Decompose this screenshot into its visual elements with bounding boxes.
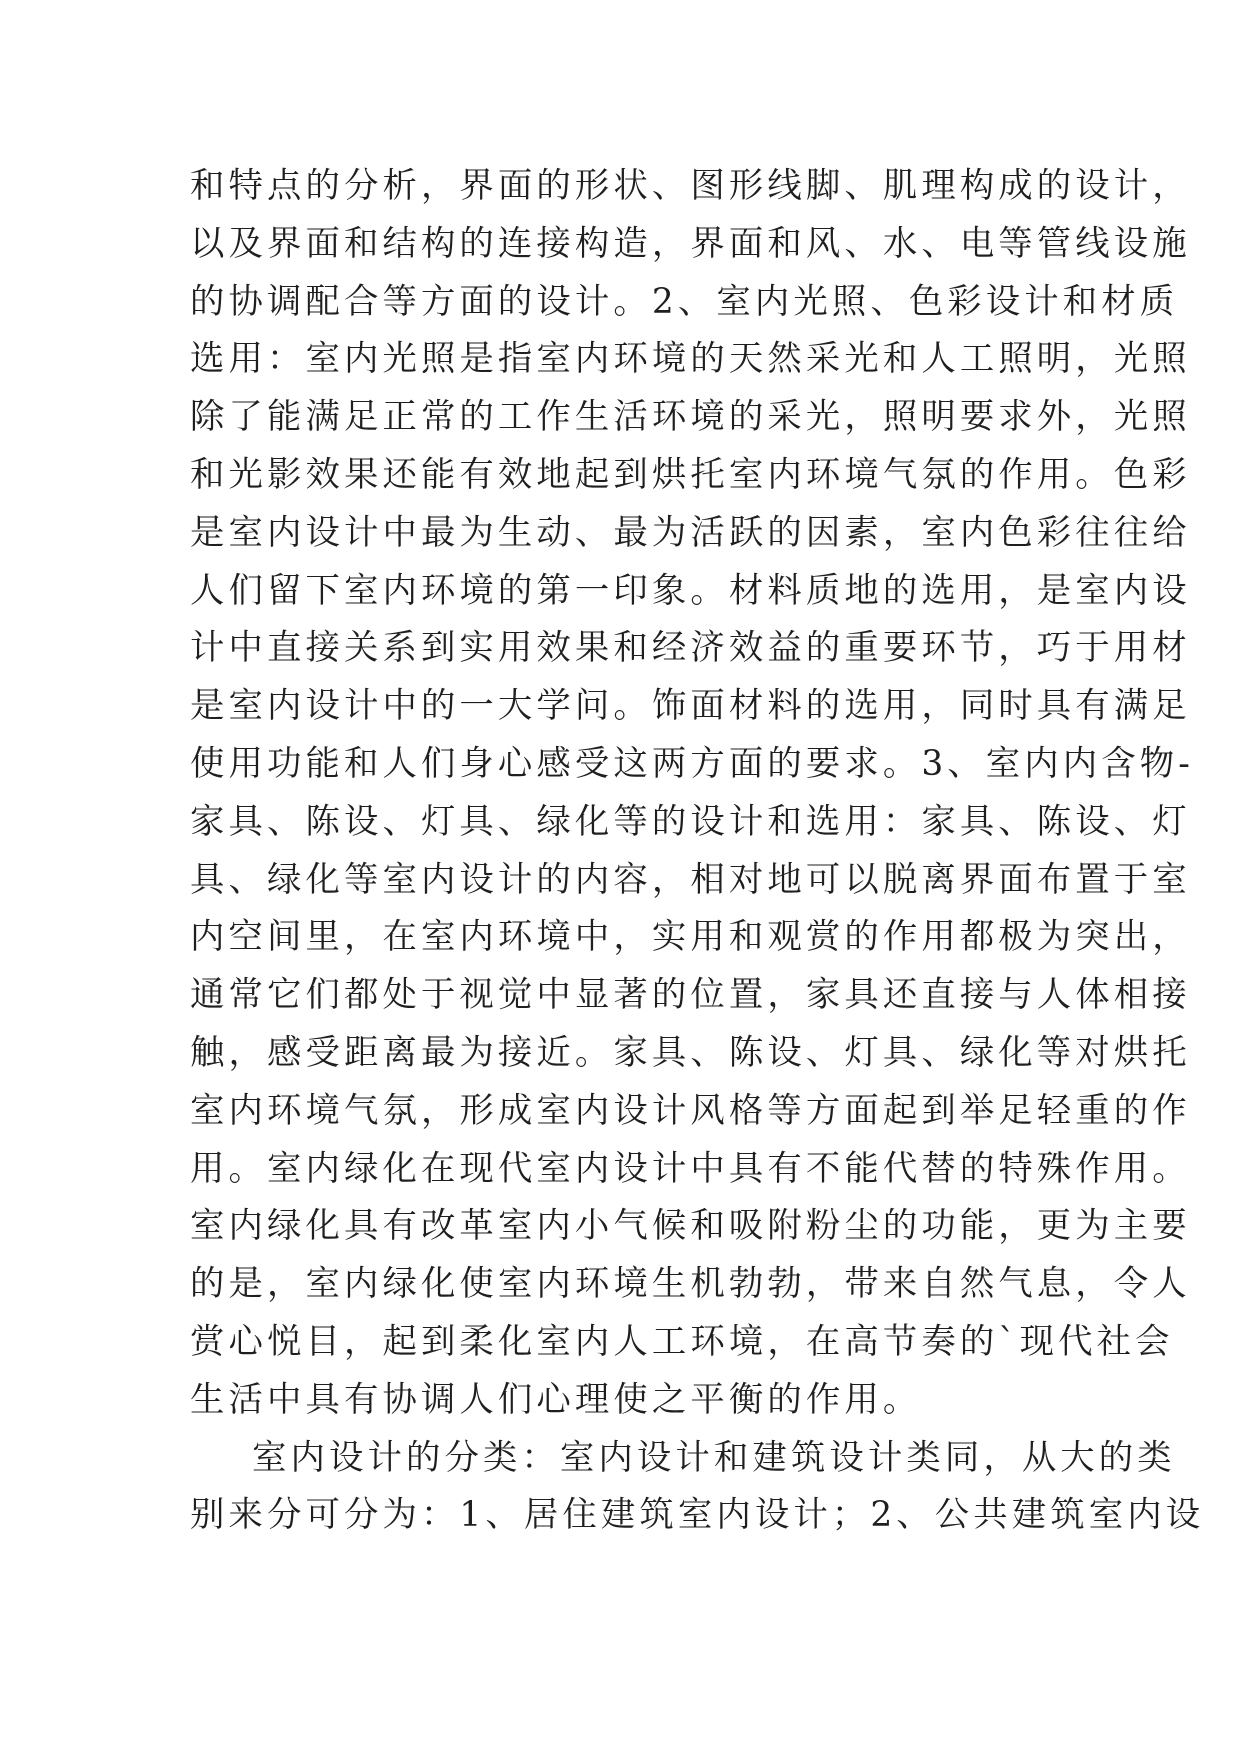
paragraph-first-line: 室内设计的分类：室内设计和建筑设计类同，从大的类: [252, 1437, 1176, 1478]
text-line: 别来分可分为：1、居住建筑室内设计；2、公共建筑室内设: [190, 1495, 1205, 1536]
text-line: 和特点的分析，界面的形状、图形线脚、肌理构成的设计，: [190, 166, 1191, 206]
text-line: 室内绿化具有改革室内小气候和吸附粉尘的功能，更为主要: [190, 1206, 1191, 1247]
text-line: 赏心悦目，起到柔化室内人工环境，在高节奏的`现代社会: [190, 1321, 1174, 1362]
text-line: 使用功能和人们身心感受这两方面的要求。3、室内内含物-: [190, 743, 1194, 784]
text-line: 是室内设计中的一大学问。饰面材料的选用，同时具有满足: [190, 686, 1191, 727]
text-line: 人们留下室内环境的第一印象。材料质地的选用，是室内设: [190, 570, 1191, 611]
text-line: 的是，室内绿化使室内环境生机勃勃，带来自然气息，令人: [190, 1264, 1191, 1305]
text-line: 通常它们都处于视觉中显著的位置，家具还直接与人体相接: [190, 975, 1191, 1016]
text-line: 和光影效果还能有效地起到烘托室内环境气氛的作用。色彩: [190, 454, 1191, 495]
text-line: 计中直接关系到实用效果和经济效益的重要环节，巧于用材: [190, 628, 1191, 669]
text-line: 用。室内绿化在现代室内设计中具有不能代替的特殊作用。: [190, 1148, 1191, 1189]
text-line: 室内环境气氛，形成室内设计风格等方面起到举足轻重的作: [190, 1090, 1191, 1131]
text-line: 生活中具有协调人们心理使之平衡的作用。: [190, 1379, 922, 1420]
body-text: [190, 158, 1205, 1545]
text-line: 除了能满足正常的工作生活环境的采光，照明要求外，光照: [190, 397, 1191, 438]
text-line: 具、绿化等室内设计的内容，相对地可以脱离界面布置于室: [190, 859, 1191, 900]
text-line: 选用：室内光照是指室内环境的天然采光和人工照明，光照: [190, 339, 1191, 380]
text-line: 的协调配合等方面的设计。2、室内光照、色彩设计和材质: [190, 281, 1179, 322]
text-line: 内空间里，在室内环境中，实用和观赏的作用都极为突出，: [190, 917, 1191, 958]
text-line: 以及界面和结构的连接构造，界面和风、水、电等管线设施: [190, 223, 1191, 264]
text-line: 家具、陈设、灯具、绿化等的设计和选用：家具、陈设、灯: [190, 801, 1191, 842]
text-line: 是室内设计中最为生动、最为活跃的因素，室内色彩往往给: [190, 512, 1191, 553]
text-line: 触，感受距离最为接近。家具、陈设、灯具、绿化等对烘托: [190, 1032, 1191, 1073]
